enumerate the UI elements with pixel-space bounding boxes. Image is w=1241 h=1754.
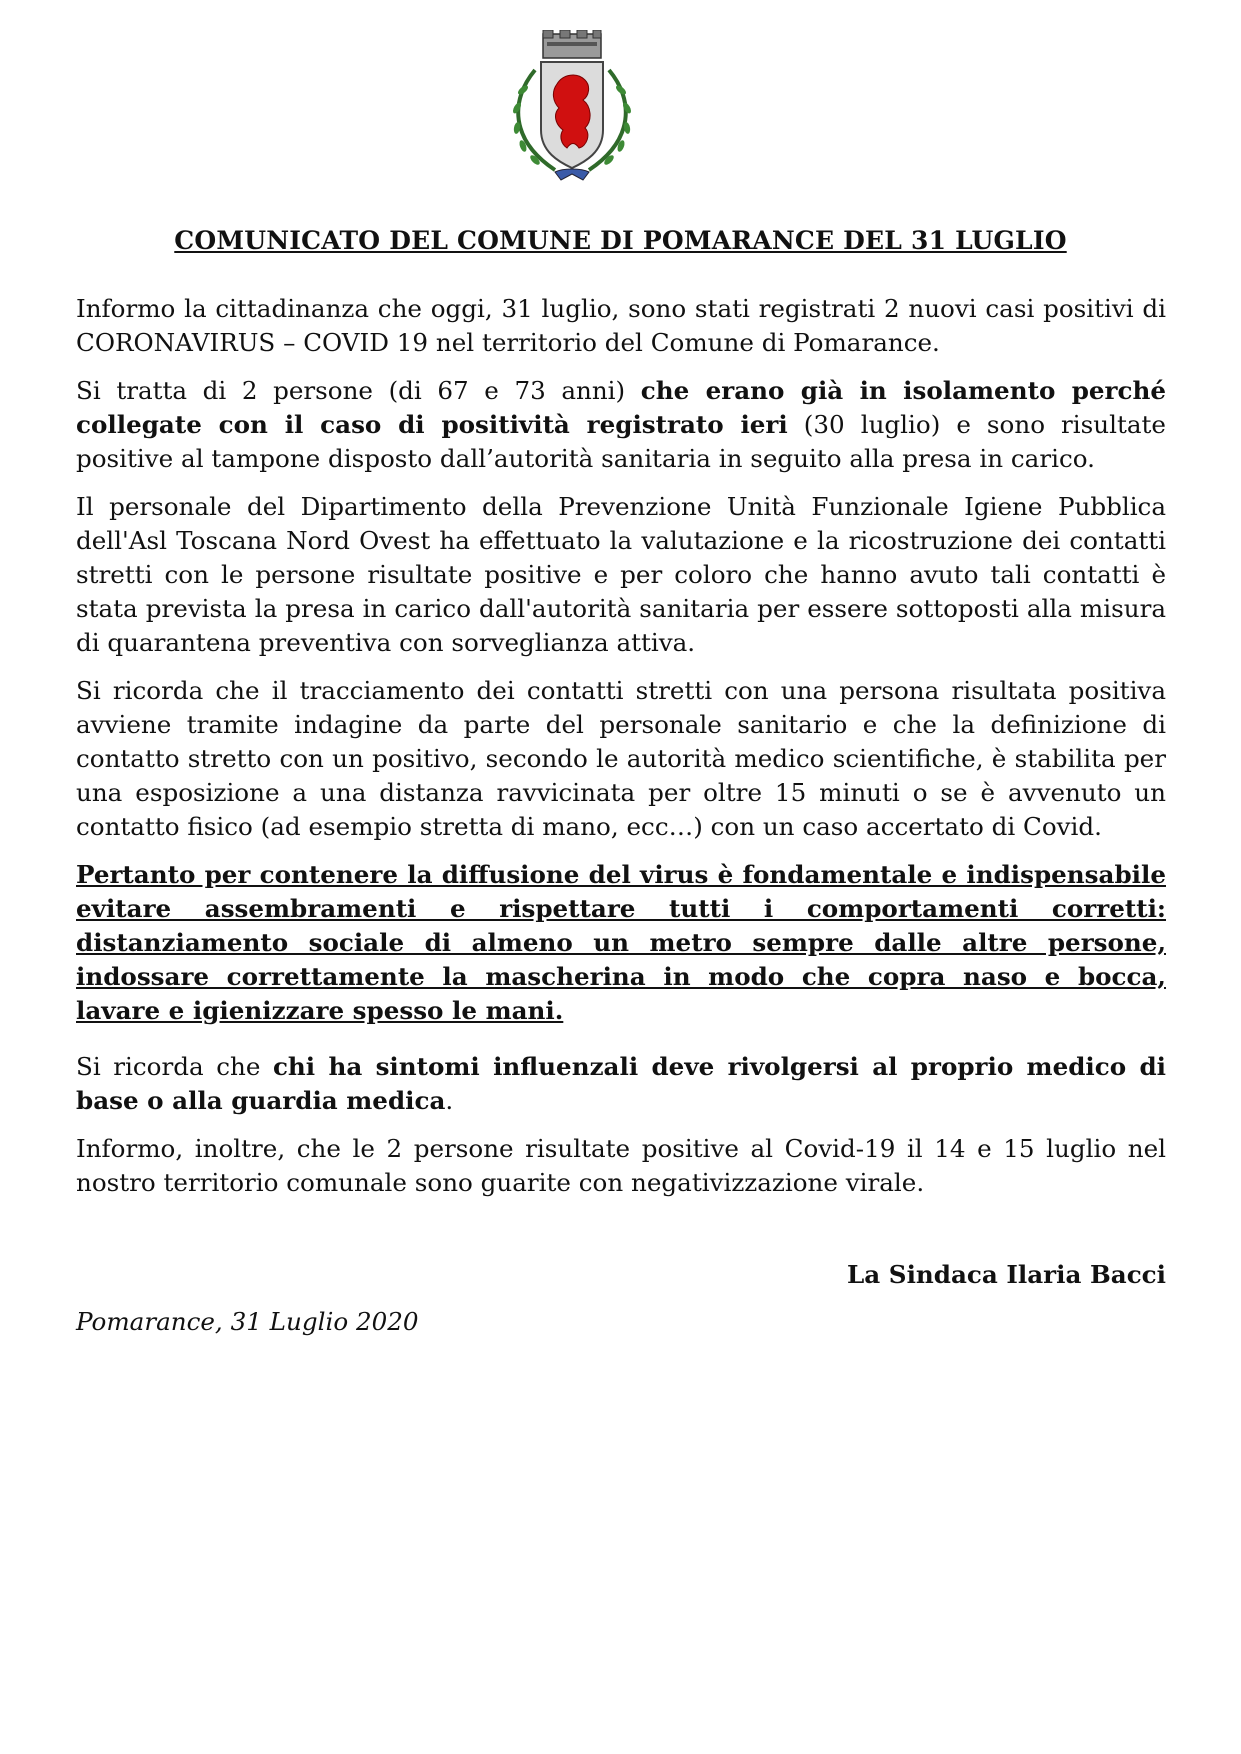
- paragraph-2-bold: che erano già in isolamento perché collegate con il caso di positività registrato ieri: [76, 376, 1166, 439]
- page-title: COMUNICATO DEL COMUNE DI POMARANCE DEL 31 LUGLIO: [174, 226, 1067, 255]
- document-body: [76, 292, 1166, 1214]
- paragraph-3: Il personale del Dipartimento della Prevenzione Unità Funzionale Igiene Pubblica dell'Asl Toscana Nord Ovest ha effettuato la valutazione e la ricostruzione dei contatti stretti con le persone risultate positive e per coloro che hanno avuto tali contatti è stata prevista la presa in carico dall'autorità sanitaria per essere sottoposti alla misura di quarantena preventiva con sorveglianza attiva.: [76, 492, 1166, 657]
- paragraph-7: Informo, inoltre, che le 2 persone risultate positive al Covid-19 il 14 e 15 luglio nel nostro territorio comunale sono guarite con negativizzazione virale.: [76, 1134, 1166, 1197]
- paragraph-6-bold: chi ha sintomi influenzali deve rivolgersi al proprio medico di base o alla guardia medica: [76, 1052, 1166, 1115]
- coat-of-arms-icon: [505, 30, 639, 188]
- signature: La Sindaca Ilaria Bacci: [847, 1260, 1166, 1289]
- paragraph-6-text-c: .: [445, 1086, 454, 1115]
- paragraph-2-text-c: (30 luglio) e sono risultate positive al tampone disposto dall’autorità sanitaria in seguito alla presa in carico.: [76, 410, 1166, 473]
- paragraph-4: Si ricorda che il tracciamento dei contatti stretti con una persona risultata positiva avviene tramite indagine da parte del personale sanitario e che la definizione di contatto stretto con un positivo, secondo le autorità medico scientifiche, è stabilita per una esposizione a una distanza ravvicinata per oltre 15 minuti o se è avvenuto un contatto fisico (ad esempio stretta di mano, ecc…) con un caso accertato di Covid.: [76, 676, 1166, 841]
- paragraph-1: Informo la cittadinanza che oggi, 31 luglio, sono stati registrati 2 nuovi casi positivi di CORONAVIRUS – COVID 19 nel territorio del Comune di Pomarance.: [76, 294, 1166, 357]
- paragraph-6: [76, 1050, 1166, 1118]
- place-date: Pomarance, 31 Luglio 2020: [76, 1307, 419, 1336]
- paragraph-2: [76, 374, 1166, 476]
- paragraph-2-text-a: Si tratta di 2 persone (di 67 e 73 anni): [76, 376, 641, 405]
- paragraph-6-text-a: Si ricorda che: [76, 1052, 273, 1081]
- paragraph-5-emphasis: Pertanto per contenere la diffusione del virus è fondamentale e indispensabile evitare assembramenti e rispettare tutti i comportamenti corretti: distanziamento sociale di almeno un metro sempre dalle altre persone, indossare correttamente la mascherina in modo che copra naso e bocca, lavare e igienizzare spesso le mani.: [76, 860, 1166, 1025]
